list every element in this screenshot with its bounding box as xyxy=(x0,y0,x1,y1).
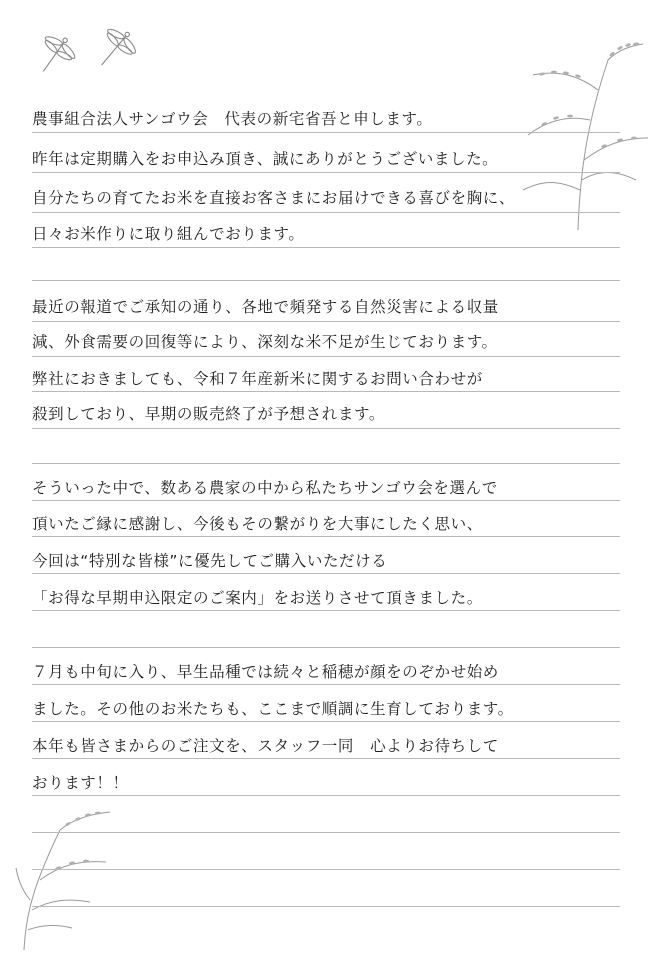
ruled-line xyxy=(32,463,620,464)
ruled-line xyxy=(32,321,620,322)
ruled-line xyxy=(32,356,620,357)
rice-plant-icon xyxy=(10,800,120,950)
letter-line: 減、外食需要の回復等により、深刻な米不足が生じております。 xyxy=(32,333,498,351)
ruled-line xyxy=(32,428,620,429)
letter-line: 頂いたご縁に感謝し、今後もその繋がりを大事にしたく思い、 xyxy=(32,515,483,533)
letter-line: 今回は“特別な皆様”に優先してご購入いただける xyxy=(32,552,388,570)
letter-line: おります！！ xyxy=(32,774,129,792)
ruled-line xyxy=(32,647,620,648)
letter-line: 本年も皆さまからのご注文を、スタッフ一同 心よりお待ちして xyxy=(32,737,499,755)
letter-line: 「お得な早期申込限定のご案内」をお送りさせて頂きました。 xyxy=(32,589,483,607)
letter-line: 最近の報道でご承知の通り、各地で頻発する自然災害による収量 xyxy=(32,298,499,316)
ruled-line xyxy=(32,280,620,281)
letter-line: 自分たちの育てたお米を直接お客さまにお届けできる喜びを胸に、 xyxy=(32,189,516,207)
ruled-line xyxy=(32,832,620,833)
letter-line: そういった中で、数ある農家の中から私たちサンゴウ会を選んで xyxy=(32,479,498,497)
letter-line: 弊社におきましても、令和７年産新米に関するお問い合わせが xyxy=(32,370,483,388)
letter-line: 昨年は定期購入をお申込み頂き、誠にありがとうございました。 xyxy=(32,150,499,168)
ruled-line xyxy=(32,172,620,173)
letter-line: 日々お米作りに取り組んでおります。 xyxy=(32,225,305,243)
ruled-line xyxy=(32,869,620,870)
letter-line: 殺到しており、早期の販売終了が予想されます。 xyxy=(32,405,385,423)
letter-line: 農事組合法人サンゴウ会 代表の新宅省吾と申します。 xyxy=(32,110,433,128)
letter-line: ７月も中旬に入り、早生品種では続々と稲穂が顔をのぞかせ始め xyxy=(32,663,499,681)
dragonflies-icon xyxy=(40,28,170,90)
ruled-line xyxy=(32,906,620,907)
ruled-line xyxy=(32,247,620,248)
ruled-line xyxy=(32,212,620,213)
ruled-line xyxy=(32,132,620,133)
letter-line: ました。その他のお米たちも、ここまで順調に生育しております。 xyxy=(32,700,514,718)
